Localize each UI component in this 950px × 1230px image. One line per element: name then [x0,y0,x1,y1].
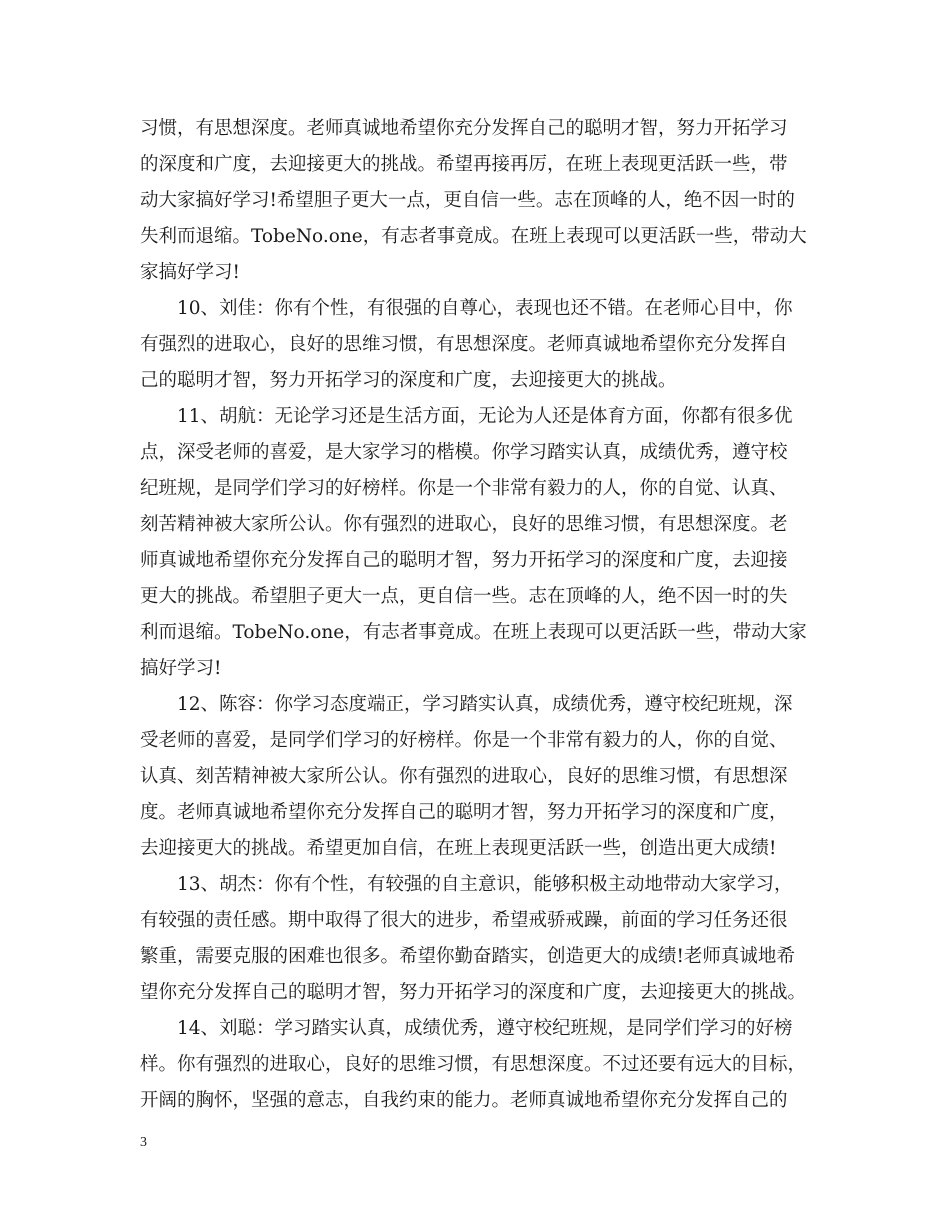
text-line: 点，深受老师的喜爱，是大家学习的楷模。你学习踏实认真，成绩优秀，遵守校 [140,442,788,463]
text-line: 家搞好学习! [140,262,240,283]
text-line: 纪班规，是同学们学习的好榜样。你是一个非常有毅力的人，你的自觉、认真、 [140,478,788,499]
paragraph-start-line: 12、陈容：你学习态度端正，学习踏实认真，成绩优秀，遵守校纪班规，深 [177,694,793,715]
text-line: 刻苦精神被大家所公认。你有强烈的进取心，良好的思维习惯，有思想深度。老 [140,514,788,535]
text-line: 开阔的胸怀，坚强的意志，自我约束的能力。老师真诚地希望你充分发挥自己的 [140,1090,788,1111]
text-line: 更大的挑战。希望胆子更大一点，更自信一些。志在顶峰的人，绝不因一时的失 [140,586,788,607]
text-line: 有强烈的进取心，良好的思维习惯，有思想深度。老师真诚地希望你充分发挥自 [140,334,788,355]
text-line: 有较强的责任感。期中取得了很大的进步，希望戒骄戒躁，前面的学习任务还很 [140,910,788,931]
text-line: 望你充分发挥自己的聪明才智，努力开拓学习的深度和广度，去迎接更大的挑战。 [140,982,807,1003]
text-line: 己的聪明才智，努力开拓学习的深度和广度，去迎接更大的挑战。 [140,370,677,391]
paragraph-start-line: 11、胡航：无论学习还是生活方面，无论为人还是体育方面，你都有很多优 [177,406,793,427]
text-line: 习惯，有思想深度。老师真诚地希望你充分发挥自己的聪明才智，努力开拓学习 [140,118,788,139]
text-line: 样。你有强烈的进取心，良好的思维习惯，有思想深度。不过还要有远大的目标， [140,1054,807,1075]
paragraph-start-line: 10、刘佳：你有个性，有很强的自尊心，表现也还不错。在老师心目中，你 [177,298,793,319]
text-line: 认真、刻苦精神被大家所公认。你有强烈的进取心，良好的思维习惯，有思想深 [140,766,788,787]
text-line: 失利而退缩。TobeNo.one，有志者事竟成。在班上表现可以更活跃一些，带动大 [140,226,807,247]
text-line: 度。老师真诚地希望你充分发挥自己的聪明才智，努力开拓学习的深度和广度， [140,802,788,823]
page-number: 3 [140,1135,147,1150]
text-line: 师真诚地希望你充分发挥自己的聪明才智，努力开拓学习的深度和广度，去迎接 [140,550,788,571]
text-line: 动大家搞好学习!希望胆子更大一点，更自信一些。志在顶峰的人，绝不因一时的 [140,190,795,211]
text-line: 繁重，需要克服的困难也很多。希望你勤奋踏实，创造更大的成绩!老师真诚地希 [140,946,795,967]
paragraph-start-line: 13、胡杰：你有个性，有较强的自主意识，能够积极主动地带动大家学习， [177,874,793,895]
text-line: 利而退缩。TobeNo.one，有志者事竟成。在班上表现可以更活跃一些，带动大家 [140,622,807,643]
paragraph-start-line: 14、刘聪：学习踏实认真，成绩优秀，遵守校纪班规，是同学们学习的好榜 [177,1018,793,1039]
text-line: 的深度和广度，去迎接更大的挑战。希望再接再厉，在班上表现更活跃一些，带 [140,154,788,175]
text-line: 去迎接更大的挑战。希望更加自信，在班上表现更活跃一些，创造出更大成绩! [140,838,777,859]
text-line: 搞好学习! [140,658,222,679]
text-line: 受老师的喜爱，是同学们学习的好榜样。你是一个非常有毅力的人，你的自觉、 [140,730,788,751]
